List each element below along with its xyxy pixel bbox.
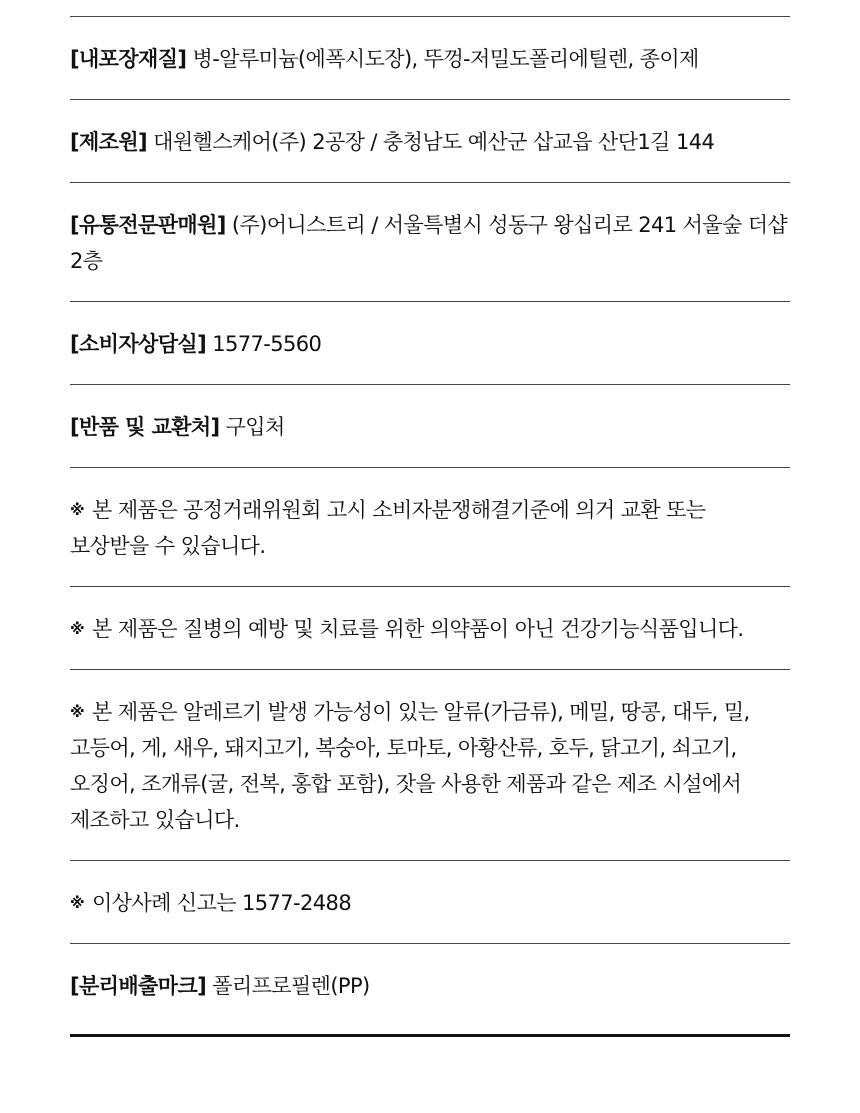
notice-adverse-event-text: 이상사례 신고는 1577-2488 <box>85 891 352 915</box>
return-exchange-value: 구입처 <box>219 415 285 439</box>
return-exchange-label: [반품 및 교환처] <box>70 415 220 439</box>
manufacturer-label: [제조원] <box>70 130 148 154</box>
customer-service-row <box>70 302 790 385</box>
distributor-label: [유통전문판매원] <box>70 213 226 237</box>
manufacturer-row <box>70 100 790 183</box>
reference-mark-icon: ※ <box>70 703 84 721</box>
packaging-material-row <box>70 17 790 100</box>
packaging-material-value: 병-알루미늄(에폭시도장), 뚜껑-저밀도폴리에틸렌, 종이제 <box>186 47 699 71</box>
notice-health-food-text: 본 제품은 질병의 예방 및 치료를 위한 의약품이 아닌 건강기능식품입니다. <box>85 617 744 641</box>
packaging-material-label: [내포장재질] <box>70 47 187 71</box>
notice-compensation-text: 본 제품은 공정거래위원회 고시 소비자분쟁해결기준에 의거 교환 또는 보상받을 수 있습니다. <box>70 498 706 558</box>
notice-adverse-event-row <box>70 861 790 944</box>
recycling-mark-label: [분리배출마크] <box>70 974 207 998</box>
distributor-value: (주)어니스트리 / 서울특별시 성동구 왕십리로 241 서울숲 더샵 2층 <box>70 213 788 273</box>
reference-mark-icon: ※ <box>70 894 84 912</box>
product-info-list <box>70 16 790 1037</box>
notice-allergen-text: 본 제품은 알레르기 발생 가능성이 있는 알류(가금류), 메밀, 땅콩, 대두, 밀,고등어, 게, 새우, 돼지고기, 복숭아, 토마토, 아황산류, 호두, 닭고기, 쇠고기, 오징어, 조개류(굴, 전복, 홍합 포함), 잣을 사용한 제품과 같은 제조 시설에서 제조하고 있습니다. <box>70 700 750 832</box>
notice-health-food-row <box>70 587 790 670</box>
customer-service-value: 1577-5560 <box>206 332 322 356</box>
notice-compensation-row <box>70 468 790 587</box>
manufacturer-value: 대원헬스케어(주) 2공장 / 충청남도 예산군 삽교읍 산단1길 144 <box>147 130 715 154</box>
customer-service-label: [소비자상담실] <box>70 332 207 356</box>
notice-allergen-row <box>70 670 790 861</box>
recycling-mark-value: 폴리프로필렌(PP) <box>206 974 370 998</box>
reference-mark-icon: ※ <box>70 620 84 638</box>
reference-mark-icon: ※ <box>70 501 84 519</box>
distributor-row <box>70 183 790 302</box>
return-exchange-row <box>70 385 790 468</box>
recycling-mark-row <box>70 944 790 1037</box>
